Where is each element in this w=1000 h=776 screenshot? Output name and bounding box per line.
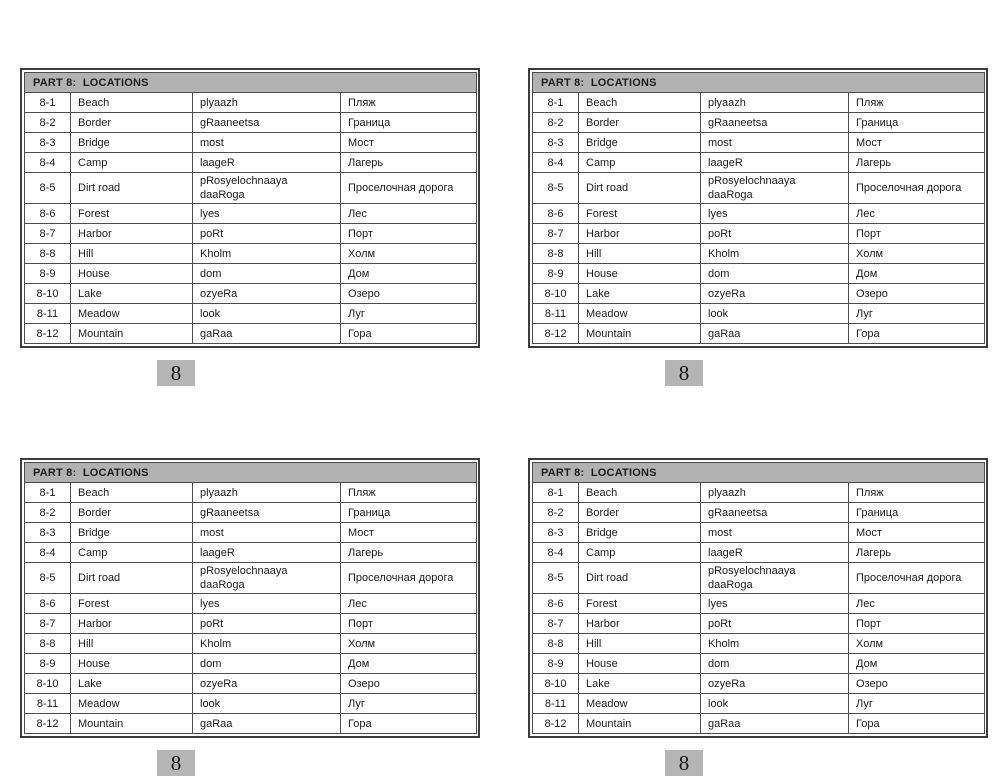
cell-num: 8-1 bbox=[25, 483, 71, 503]
cell-translit: pRosyelochnaaya daaRoga bbox=[193, 563, 341, 594]
table-row bbox=[25, 614, 477, 634]
table-row bbox=[25, 324, 477, 344]
cell-num: 8-7 bbox=[533, 614, 579, 634]
cell-num: 8-6 bbox=[25, 204, 71, 224]
table-row bbox=[25, 674, 477, 694]
cell-num: 8-1 bbox=[533, 93, 579, 113]
table-row bbox=[533, 93, 985, 113]
cell-ru: Гора bbox=[849, 324, 985, 344]
cell-en: Dirt road bbox=[71, 173, 193, 204]
cell-translit: dom bbox=[193, 264, 341, 284]
part-header-label: PART 8: LOCATIONS bbox=[25, 463, 477, 483]
cell-ru: Пляж bbox=[849, 483, 985, 503]
cell-ru: Лес bbox=[341, 594, 477, 614]
page-number-marker: 8 bbox=[665, 360, 703, 386]
cell-ru: Порт bbox=[849, 224, 985, 244]
table-row bbox=[533, 244, 985, 264]
cell-translit: dom bbox=[701, 264, 849, 284]
cell-num: 8-11 bbox=[25, 304, 71, 324]
cell-num: 8-8 bbox=[533, 244, 579, 264]
cell-ru: Проселочная дорога bbox=[849, 563, 985, 594]
cell-translit: lyes bbox=[701, 204, 849, 224]
cell-num: 8-11 bbox=[533, 694, 579, 714]
cell-ru: Гора bbox=[341, 324, 477, 344]
cell-en: Bridge bbox=[71, 523, 193, 543]
table-row bbox=[533, 594, 985, 614]
table-row bbox=[533, 483, 985, 503]
cell-num: 8-3 bbox=[533, 523, 579, 543]
cell-en: Forest bbox=[71, 594, 193, 614]
cell-ru: Лагерь bbox=[849, 543, 985, 563]
cell-ru: Порт bbox=[849, 614, 985, 634]
cell-en: Forest bbox=[579, 204, 701, 224]
part-header-label: PART 8: LOCATIONS bbox=[25, 73, 477, 93]
cell-translit: most bbox=[701, 523, 849, 543]
cell-ru: Озеро bbox=[341, 674, 477, 694]
cell-translit: gRaaneetsa bbox=[701, 503, 849, 523]
cell-ru: Мост bbox=[849, 133, 985, 153]
cell-translit: laageR bbox=[701, 543, 849, 563]
cell-num: 8-6 bbox=[533, 204, 579, 224]
cell-num: 8-10 bbox=[533, 284, 579, 304]
page-number-marker: 8 bbox=[157, 360, 195, 386]
cell-ru: Порт bbox=[341, 614, 477, 634]
vocab-sheet-top-left bbox=[20, 68, 480, 386]
table-body bbox=[25, 93, 477, 344]
cell-ru: Проселочная дорога bbox=[341, 563, 477, 594]
cell-ru: Граница bbox=[341, 113, 477, 133]
cell-translit: laageR bbox=[701, 153, 849, 173]
table-row bbox=[25, 563, 477, 594]
cell-num: 8-2 bbox=[533, 113, 579, 133]
cell-translit: most bbox=[193, 133, 341, 153]
page-number-marker: 8 bbox=[665, 750, 703, 776]
cell-num: 8-12 bbox=[25, 324, 71, 344]
cell-translit: plyaazh bbox=[701, 93, 849, 113]
header-row bbox=[533, 73, 985, 93]
cell-en: Hill bbox=[579, 634, 701, 654]
cell-ru: Дом bbox=[849, 264, 985, 284]
table-row bbox=[25, 483, 477, 503]
cell-num: 8-12 bbox=[533, 714, 579, 734]
cell-num: 8-3 bbox=[25, 133, 71, 153]
cell-en: House bbox=[579, 264, 701, 284]
cell-translit: ozyeRa bbox=[193, 284, 341, 304]
cell-en: Camp bbox=[579, 153, 701, 173]
cell-translit: Kholm bbox=[701, 244, 849, 264]
cell-ru: Граница bbox=[341, 503, 477, 523]
table-row bbox=[533, 324, 985, 344]
table-row bbox=[533, 264, 985, 284]
table-header bbox=[25, 73, 477, 93]
cell-num: 8-9 bbox=[533, 654, 579, 674]
cell-ru: Лагерь bbox=[341, 543, 477, 563]
table-row bbox=[533, 204, 985, 224]
cell-en: Mountain bbox=[71, 714, 193, 734]
cell-num: 8-2 bbox=[25, 113, 71, 133]
cell-en: Lake bbox=[579, 674, 701, 694]
cell-num: 8-2 bbox=[25, 503, 71, 523]
table-row bbox=[25, 304, 477, 324]
table-row bbox=[533, 284, 985, 304]
cell-en: Meadow bbox=[579, 304, 701, 324]
cell-translit: look bbox=[193, 694, 341, 714]
table-header bbox=[533, 463, 985, 483]
cell-num: 8-10 bbox=[533, 674, 579, 694]
cell-num: 8-9 bbox=[25, 264, 71, 284]
cell-en: Meadow bbox=[579, 694, 701, 714]
cell-ru: Лес bbox=[849, 594, 985, 614]
cell-ru: Мост bbox=[341, 133, 477, 153]
table-row bbox=[533, 654, 985, 674]
cell-ru: Пляж bbox=[341, 93, 477, 113]
table-row bbox=[533, 133, 985, 153]
table-row bbox=[533, 523, 985, 543]
cell-num: 8-8 bbox=[25, 634, 71, 654]
cell-num: 8-8 bbox=[533, 634, 579, 654]
cell-en: Bridge bbox=[71, 133, 193, 153]
cell-ru: Холм bbox=[849, 634, 985, 654]
cell-num: 8-9 bbox=[25, 654, 71, 674]
cell-en: Dirt road bbox=[71, 563, 193, 594]
locations-table bbox=[24, 462, 477, 734]
cell-en: House bbox=[579, 654, 701, 674]
part-header-label: PART 8: LOCATIONS bbox=[533, 73, 985, 93]
table-row bbox=[25, 634, 477, 654]
cell-ru: Мост bbox=[849, 523, 985, 543]
table-row bbox=[533, 543, 985, 563]
cell-en: Meadow bbox=[71, 304, 193, 324]
cell-ru: Дом bbox=[341, 264, 477, 284]
table-row bbox=[25, 244, 477, 264]
cell-en: Lake bbox=[71, 284, 193, 304]
cell-num: 8-6 bbox=[25, 594, 71, 614]
cell-num: 8-9 bbox=[533, 264, 579, 284]
cell-num: 8-11 bbox=[533, 304, 579, 324]
cell-translit: dom bbox=[701, 654, 849, 674]
cell-translit: poRt bbox=[701, 224, 849, 244]
header-row bbox=[25, 463, 477, 483]
locations-table bbox=[532, 462, 985, 734]
cell-translit: ozyeRa bbox=[193, 674, 341, 694]
cell-num: 8-3 bbox=[533, 133, 579, 153]
cell-ru: Лес bbox=[341, 204, 477, 224]
table-body bbox=[25, 483, 477, 734]
table-row bbox=[533, 113, 985, 133]
cell-num: 8-1 bbox=[533, 483, 579, 503]
cell-en: Camp bbox=[71, 543, 193, 563]
cell-num: 8-5 bbox=[25, 173, 71, 204]
cell-translit: poRt bbox=[701, 614, 849, 634]
cell-en: House bbox=[71, 264, 193, 284]
cell-ru: Луг bbox=[341, 694, 477, 714]
cell-en: Hill bbox=[579, 244, 701, 264]
locations-table-frame bbox=[20, 68, 480, 348]
cell-num: 8-10 bbox=[25, 674, 71, 694]
table-row bbox=[25, 694, 477, 714]
vocab-sheet-top-right bbox=[528, 68, 988, 386]
cell-ru: Озеро bbox=[849, 284, 985, 304]
cell-translit: plyaazh bbox=[701, 483, 849, 503]
table-row bbox=[25, 224, 477, 244]
cell-translit: plyaazh bbox=[193, 93, 341, 113]
cell-ru: Луг bbox=[341, 304, 477, 324]
cell-en: Border bbox=[579, 113, 701, 133]
cell-en: Harbor bbox=[579, 614, 701, 634]
cell-translit: Kholm bbox=[701, 634, 849, 654]
cell-en: Dirt road bbox=[579, 563, 701, 594]
cell-num: 8-11 bbox=[25, 694, 71, 714]
cell-translit: ozyeRa bbox=[701, 674, 849, 694]
table-row bbox=[25, 133, 477, 153]
table-row bbox=[533, 503, 985, 523]
table-header bbox=[533, 73, 985, 93]
cell-en: Mountain bbox=[71, 324, 193, 344]
table-row bbox=[25, 173, 477, 204]
cell-en: Beach bbox=[579, 483, 701, 503]
table-row bbox=[533, 173, 985, 204]
cell-en: Border bbox=[71, 113, 193, 133]
cell-translit: gaRaa bbox=[193, 324, 341, 344]
cell-num: 8-5 bbox=[533, 173, 579, 204]
cell-en: Hill bbox=[71, 634, 193, 654]
table-row bbox=[25, 284, 477, 304]
cell-translit: gRaaneetsa bbox=[193, 503, 341, 523]
cell-en: Meadow bbox=[71, 694, 193, 714]
cell-ru: Гора bbox=[341, 714, 477, 734]
table-row bbox=[25, 204, 477, 224]
table-row bbox=[533, 614, 985, 634]
cell-en: Hill bbox=[71, 244, 193, 264]
cell-translit: gaRaa bbox=[701, 324, 849, 344]
locations-table-frame bbox=[20, 458, 480, 738]
table-header bbox=[25, 463, 477, 483]
cell-en: Camp bbox=[71, 153, 193, 173]
header-row bbox=[533, 463, 985, 483]
cell-translit: most bbox=[701, 133, 849, 153]
cell-translit: pRosyelochnaaya daaRoga bbox=[701, 173, 849, 204]
cell-en: Forest bbox=[579, 594, 701, 614]
cell-num: 8-4 bbox=[25, 543, 71, 563]
cell-ru: Пляж bbox=[849, 93, 985, 113]
table-row bbox=[25, 594, 477, 614]
table-row bbox=[25, 113, 477, 133]
table-row bbox=[25, 654, 477, 674]
cell-ru: Лагерь bbox=[341, 153, 477, 173]
cell-en: Dirt road bbox=[579, 173, 701, 204]
table-body bbox=[533, 483, 985, 734]
cell-translit: lyes bbox=[701, 594, 849, 614]
cell-num: 8-6 bbox=[533, 594, 579, 614]
part-header-label: PART 8: LOCATIONS bbox=[533, 463, 985, 483]
locations-table bbox=[24, 72, 477, 344]
table-row bbox=[25, 543, 477, 563]
cell-ru: Проселочная дорога bbox=[849, 173, 985, 204]
cell-translit: gRaaneetsa bbox=[193, 113, 341, 133]
table-row bbox=[25, 714, 477, 734]
table-row bbox=[533, 674, 985, 694]
cell-num: 8-2 bbox=[533, 503, 579, 523]
cell-translit: Kholm bbox=[193, 244, 341, 264]
cell-translit: plyaazh bbox=[193, 483, 341, 503]
cell-en: Harbor bbox=[71, 614, 193, 634]
table-row bbox=[533, 304, 985, 324]
cell-en: Lake bbox=[71, 674, 193, 694]
header-row bbox=[25, 73, 477, 93]
cell-ru: Порт bbox=[341, 224, 477, 244]
cell-ru: Пляж bbox=[341, 483, 477, 503]
table-row bbox=[533, 694, 985, 714]
cell-translit: Kholm bbox=[193, 634, 341, 654]
cell-en: Harbor bbox=[579, 224, 701, 244]
cell-num: 8-4 bbox=[25, 153, 71, 173]
vocab-sheet-bottom-right bbox=[528, 458, 988, 776]
cell-en: House bbox=[71, 654, 193, 674]
cell-translit: gRaaneetsa bbox=[701, 113, 849, 133]
table-row bbox=[533, 224, 985, 244]
cell-en: Mountain bbox=[579, 324, 701, 344]
cell-ru: Дом bbox=[341, 654, 477, 674]
cell-en: Mountain bbox=[579, 714, 701, 734]
cell-ru: Озеро bbox=[849, 674, 985, 694]
cell-translit: ozyeRa bbox=[701, 284, 849, 304]
cell-num: 8-12 bbox=[533, 324, 579, 344]
table-row bbox=[25, 153, 477, 173]
cell-translit: poRt bbox=[193, 614, 341, 634]
cell-ru: Гора bbox=[849, 714, 985, 734]
cell-translit: laageR bbox=[193, 543, 341, 563]
cell-en: Bridge bbox=[579, 523, 701, 543]
cell-translit: look bbox=[701, 694, 849, 714]
locations-table-frame bbox=[528, 458, 988, 738]
cell-ru: Холм bbox=[341, 244, 477, 264]
cell-num: 8-12 bbox=[25, 714, 71, 734]
cell-translit: pRosyelochnaaya daaRoga bbox=[193, 173, 341, 204]
cell-translit: look bbox=[193, 304, 341, 324]
cell-en: Beach bbox=[579, 93, 701, 113]
table-row bbox=[25, 523, 477, 543]
cell-en: Border bbox=[71, 503, 193, 523]
table-row bbox=[25, 264, 477, 284]
table-row bbox=[25, 503, 477, 523]
cell-num: 8-8 bbox=[25, 244, 71, 264]
cell-num: 8-4 bbox=[533, 153, 579, 173]
locations-table-frame bbox=[528, 68, 988, 348]
cell-num: 8-4 bbox=[533, 543, 579, 563]
cell-translit: most bbox=[193, 523, 341, 543]
cell-en: Bridge bbox=[579, 133, 701, 153]
vocab-sheet-bottom-left bbox=[20, 458, 480, 776]
cell-translit: lyes bbox=[193, 204, 341, 224]
cell-translit: poRt bbox=[193, 224, 341, 244]
cell-en: Beach bbox=[71, 93, 193, 113]
cell-translit: lyes bbox=[193, 594, 341, 614]
table-row bbox=[533, 563, 985, 594]
cell-en: Forest bbox=[71, 204, 193, 224]
cell-ru: Дом bbox=[849, 654, 985, 674]
cell-num: 8-3 bbox=[25, 523, 71, 543]
cell-num: 8-1 bbox=[25, 93, 71, 113]
locations-table bbox=[532, 72, 985, 344]
cell-en: Border bbox=[579, 503, 701, 523]
cell-ru: Холм bbox=[341, 634, 477, 654]
cell-num: 8-10 bbox=[25, 284, 71, 304]
cell-ru: Мост bbox=[341, 523, 477, 543]
cell-translit: laageR bbox=[193, 153, 341, 173]
cell-translit: gaRaa bbox=[701, 714, 849, 734]
table-row bbox=[533, 153, 985, 173]
table-body bbox=[533, 93, 985, 344]
cell-translit: look bbox=[701, 304, 849, 324]
cell-num: 8-7 bbox=[25, 614, 71, 634]
cell-ru: Холм bbox=[849, 244, 985, 264]
cell-ru: Лагерь bbox=[849, 153, 985, 173]
cell-en: Lake bbox=[579, 284, 701, 304]
cell-num: 8-5 bbox=[533, 563, 579, 594]
table-row bbox=[25, 93, 477, 113]
cell-ru: Луг bbox=[849, 694, 985, 714]
cell-num: 8-7 bbox=[533, 224, 579, 244]
table-row bbox=[533, 634, 985, 654]
cell-ru: Граница bbox=[849, 503, 985, 523]
cell-translit: gaRaa bbox=[193, 714, 341, 734]
cell-num: 8-5 bbox=[25, 563, 71, 594]
cell-en: Camp bbox=[579, 543, 701, 563]
cell-ru: Луг bbox=[849, 304, 985, 324]
cell-ru: Озеро bbox=[341, 284, 477, 304]
cell-translit: pRosyelochnaaya daaRoga bbox=[701, 563, 849, 594]
page-number-marker: 8 bbox=[157, 750, 195, 776]
cell-translit: dom bbox=[193, 654, 341, 674]
table-row bbox=[533, 714, 985, 734]
cell-ru: Лес bbox=[849, 204, 985, 224]
cell-ru: Граница bbox=[849, 113, 985, 133]
cell-en: Harbor bbox=[71, 224, 193, 244]
cell-en: Beach bbox=[71, 483, 193, 503]
cell-num: 8-7 bbox=[25, 224, 71, 244]
cell-ru: Проселочная дорога bbox=[341, 173, 477, 204]
